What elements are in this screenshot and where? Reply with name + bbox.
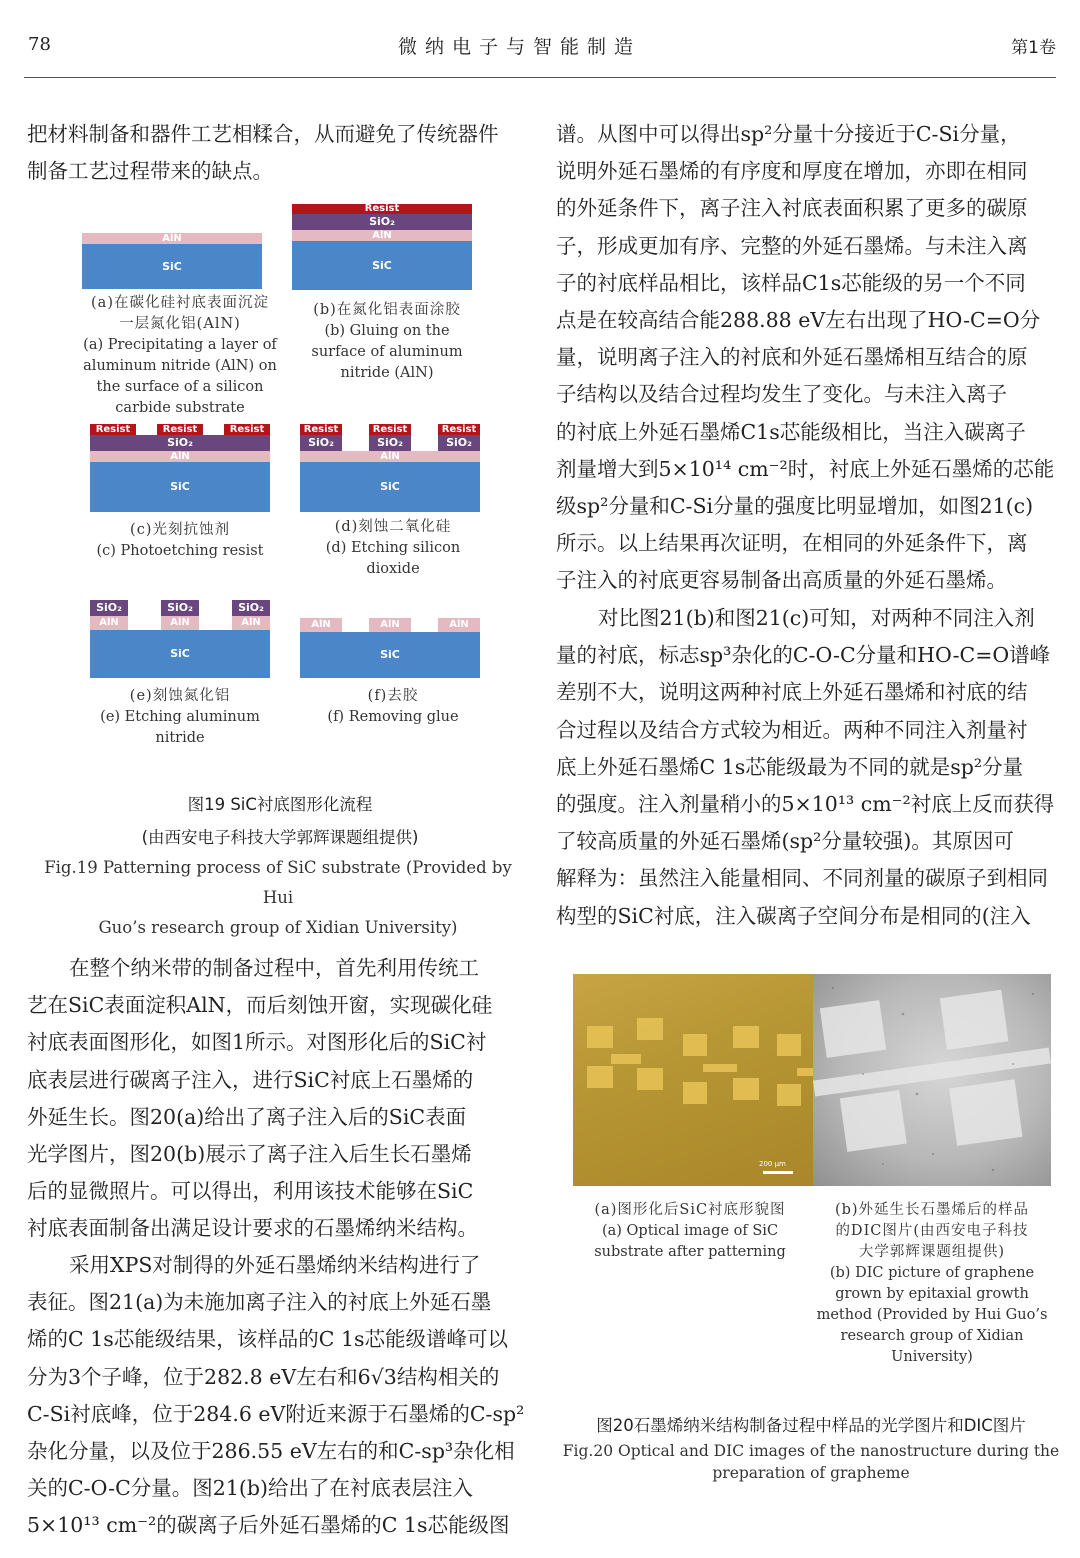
text-line: 5×10¹³ cm⁻²的碳离子后外延石墨烯的C 1s芯能级图 bbox=[27, 1513, 510, 1538]
text-line: 子，形成更加有序、完整的外延石墨烯。与未注入离 bbox=[556, 233, 1028, 258]
caption-line: (f) Removing glue bbox=[327, 709, 459, 725]
text-line: 差别不大，说明这两种衬底上外延石墨烯和衬底的结 bbox=[556, 680, 1028, 705]
left-paragraph-2 bbox=[27, 1247, 537, 1545]
aln-layer: AlN bbox=[292, 230, 472, 241]
caption-line: (d)刻蚀二氧化硅 bbox=[334, 519, 452, 535]
text-line: 分为3个子峰，位于282.8 eV左右和6√3结构相关的 bbox=[27, 1364, 500, 1389]
text-line: 外延生长。图20(a)给出了离子注入后的SiC表面 bbox=[27, 1104, 467, 1129]
text-line: 子的衬底样品相比，该样品C1s芯能级的另一个不同 bbox=[556, 270, 1026, 295]
aln-layer: AlN bbox=[300, 451, 480, 462]
resist-block: Resist bbox=[300, 424, 342, 435]
caption-line: the surface of a silicon bbox=[96, 379, 264, 395]
panel-d-diagram bbox=[300, 424, 480, 512]
caption-line: aluminum nitride (AlN) on bbox=[83, 358, 277, 374]
aln-block: AlN bbox=[90, 616, 128, 630]
caption-line: research group of Xidian bbox=[840, 1328, 1024, 1344]
text-line: 量，说明离子注入的衬底和外延石墨烯相互结合的原 bbox=[556, 345, 1028, 370]
caption-line: surface of aluminum bbox=[311, 344, 463, 360]
figure-19-caption-cn-source: (由西安电子科技大学郭辉课题组提供) bbox=[141, 828, 419, 847]
panel-c-diagram bbox=[90, 424, 270, 512]
text-line: 烯的C 1s芯能级结果，该样品的C 1s芯能级谱峰可以 bbox=[27, 1327, 509, 1352]
sio2-block: SiO₂ bbox=[232, 600, 270, 616]
text-line: 解释为：虽然注入能量相同、不同剂量的碳原子到相同 bbox=[556, 866, 1048, 891]
aln-block: AlN bbox=[369, 618, 411, 632]
caption-line: (b) DIC picture of graphene bbox=[829, 1265, 1035, 1281]
panel-e-diagram bbox=[90, 600, 270, 678]
page-number: 78 bbox=[28, 34, 51, 55]
text-line: 的外延条件下，离子注入衬底表面积累了更多的碳原 bbox=[556, 196, 1028, 221]
resist-block: Resist bbox=[90, 424, 136, 435]
text-line: 光学图片，图20(b)展示了离子注入后生长石墨烯 bbox=[27, 1142, 472, 1167]
caption-line: preparation of grapheme bbox=[712, 1464, 910, 1482]
text-line: 了较高质量的外延石墨烯(sp²分量较强)。其原因可 bbox=[556, 829, 1014, 854]
text-line: 关的C-O-C分量。图21(b)给出了在衬底表层注入 bbox=[27, 1476, 473, 1501]
caption-line: nitride (AlN) bbox=[340, 365, 434, 381]
resist-block: Resist bbox=[438, 424, 480, 435]
text-line: 合过程以及结合方式较为相近。两种不同注入剂量衬 bbox=[556, 717, 1028, 742]
caption-line: (a)图形化后SiC衬底形貌图 bbox=[594, 1202, 786, 1218]
figure-20-caption-cn: 图20石墨烯纳米结构制备过程中样品的光学图片和DIC图片 bbox=[596, 1416, 1026, 1435]
sio2-block: SiO₂ bbox=[90, 600, 128, 616]
caption-line: University) bbox=[891, 1349, 973, 1365]
text-line: 对比图21(b)和图21(c)可知，对两种不同注入剂 bbox=[598, 606, 1035, 630]
text-line: 底上外延石墨烯C 1s芯能级最为不同的就是sp²分量 bbox=[556, 754, 1024, 779]
text-line: 说明外延石墨烯的有序度和厚度在增加，亦即在相同 bbox=[556, 159, 1028, 184]
journal-title: 微纳电子与智能制造 bbox=[398, 36, 642, 58]
sio2-block: SiO₂ bbox=[300, 435, 342, 451]
panel-f-diagram bbox=[300, 618, 480, 678]
caption-line: dioxide bbox=[366, 561, 420, 577]
caption-line: nitride bbox=[155, 730, 205, 746]
resist-layer: Resist bbox=[292, 204, 472, 214]
caption-line: substrate after patterning bbox=[594, 1244, 786, 1260]
panel-d-caption bbox=[298, 517, 488, 580]
optical-image bbox=[573, 974, 813, 1186]
dic-image bbox=[813, 974, 1051, 1186]
right-paragraph-1 bbox=[556, 116, 1061, 600]
caption-line: (e) Etching aluminum bbox=[100, 709, 260, 725]
caption-line: Guo’s research group of Xidian University) bbox=[98, 918, 458, 937]
caption-line: (e)刻蚀氮化铝 bbox=[129, 688, 231, 704]
text-line: 底表层进行碳离子注入，进行SiC衬底上石墨烯的 bbox=[27, 1067, 474, 1092]
caption-line: (c) Photoetching resist bbox=[96, 543, 264, 559]
text-line: 衬底表面图形化，如图1所示。对图形化后的SiC衬 bbox=[27, 1030, 487, 1055]
figure-20-caption-en bbox=[556, 1440, 1066, 1484]
aln-block: AlN bbox=[438, 618, 480, 632]
caption-line: 一层氮化铝(AlN) bbox=[119, 316, 241, 332]
sio2-layer: SiO₂ bbox=[90, 435, 270, 451]
fig20-panel-a-caption bbox=[573, 1200, 807, 1263]
caption-line: (a) Precipitating a layer of bbox=[83, 337, 277, 353]
caption-line: 大学郭辉课题组提供) bbox=[858, 1244, 1006, 1260]
aln-block: AlN bbox=[300, 618, 342, 632]
sic-substrate: SiC bbox=[90, 630, 270, 678]
caption-line: (a)在碳化硅衬底表面沉淀 bbox=[91, 295, 269, 311]
aln-layer: AlN bbox=[82, 233, 262, 244]
caption-line: (b)外延生长石墨烯后的样品 bbox=[834, 1202, 1030, 1218]
figure-19-caption-cn: 图19 SiC衬底图形化流程 bbox=[187, 795, 373, 814]
resist-block: Resist bbox=[157, 424, 203, 435]
text-line: 级sp²分量和C-Si分量的强度比明显增加，如图21(c) bbox=[556, 494, 1034, 519]
text-line: 子注入的衬底更容易制备出高质量的外延石墨烯。 bbox=[556, 568, 1007, 593]
text-line: 剂量增大到5×10¹⁴ cm⁻²时，衬底上外延石墨烯的芯能 bbox=[556, 456, 1055, 481]
sic-substrate: SiC bbox=[82, 244, 262, 289]
text-line: 把材料制备和器件工艺相糅合，从而避免了传统器件 bbox=[27, 122, 499, 146]
dic-pattern-overlay bbox=[813, 974, 1051, 1186]
text-line: 采用XPS对制得的外延石墨烯纳米结构进行了 bbox=[69, 1253, 481, 1277]
text-line: 表征。图21(a)为未施加离子注入的衬底上外延石墨 bbox=[27, 1290, 492, 1315]
text-line: 在整个纳米带的制备过程中，首先利用传统工 bbox=[69, 956, 479, 980]
caption-line: (c)光刻抗蚀剂 bbox=[130, 522, 230, 538]
left-top-paragraph bbox=[27, 116, 537, 190]
caption-line: (a) Optical image of SiC bbox=[601, 1223, 779, 1239]
panel-f-caption bbox=[298, 686, 488, 728]
sio2-block: SiO₂ bbox=[438, 435, 480, 451]
resist-block: Resist bbox=[224, 424, 270, 435]
sic-substrate: SiC bbox=[300, 462, 480, 512]
text-line: 后的显微照片。可以得出，利用该技术能够在SiC bbox=[27, 1179, 474, 1204]
text-line: 衬底表面制备出满足设计要求的石墨烯纳米结构。 bbox=[27, 1216, 478, 1241]
text-line: 子结构以及结合过程均发生了变化。与未注入离子 bbox=[556, 382, 1007, 407]
caption-line: 的DIC图片(由西安电子科技 bbox=[835, 1223, 1029, 1239]
sio2-layer: SiO₂ bbox=[292, 214, 472, 230]
text-line: 的衬底上外延石墨烯C1s芯能级相比，当注入碳离子 bbox=[556, 419, 1026, 444]
panel-e-caption bbox=[82, 686, 278, 749]
aln-block: AlN bbox=[161, 616, 199, 630]
panel-a-caption bbox=[72, 293, 288, 419]
pattern-overlay bbox=[573, 974, 813, 1186]
panel-a-diagram bbox=[82, 233, 262, 289]
sic-substrate: SiC bbox=[90, 462, 270, 512]
sio2-block: SiO₂ bbox=[369, 435, 411, 451]
caption-line: method (Provided by Hui Guo’s bbox=[816, 1307, 1048, 1323]
text-line: 点是在较高结合能288.88 eV左右出现了HO-C=O分 bbox=[556, 308, 1041, 333]
caption-line: Fig.19 Patterning process of SiC substrate (Provided by Hui bbox=[44, 858, 512, 907]
panel-b-diagram bbox=[292, 204, 472, 290]
fig20-panel-b-caption bbox=[810, 1200, 1054, 1368]
caption-line: grown by epitaxial growth bbox=[835, 1286, 1029, 1302]
text-line: 谱。从图中可以得出sp²分量十分接近于C-Si分量， bbox=[556, 122, 1021, 146]
text-line: 构型的SiC衬底，注入碳离子空间分布是相同的(注入 bbox=[556, 903, 1031, 928]
figure-19-caption-en bbox=[28, 853, 528, 943]
panel-b-caption bbox=[292, 300, 482, 384]
volume-label: 第1卷 bbox=[1011, 38, 1056, 58]
sic-substrate: SiC bbox=[292, 241, 472, 290]
aln-layer: AlN bbox=[90, 451, 270, 462]
caption-line: (b) Gluing on the bbox=[324, 323, 450, 339]
caption-line: (f)去胶 bbox=[367, 688, 419, 704]
left-paragraph-1 bbox=[27, 950, 537, 1248]
caption-line: Fig.20 Optical and DIC images of the nanostructure during the bbox=[562, 1442, 1060, 1460]
sio2-block: SiO₂ bbox=[161, 600, 199, 616]
aln-block: AlN bbox=[232, 616, 270, 630]
sic-substrate: SiC bbox=[300, 632, 480, 678]
panel-c-caption bbox=[82, 520, 278, 562]
right-paragraph-2 bbox=[556, 600, 1061, 935]
caption-line: (b)在氮化铝表面涂胶 bbox=[313, 302, 461, 318]
text-line: 的强度。注入剂量稍小的5×10¹³ cm⁻²衬底上反而获得 bbox=[556, 792, 1055, 817]
resist-block: Resist bbox=[369, 424, 411, 435]
scale-bar-label: 200 μm bbox=[759, 1160, 786, 1168]
caption-line: (d) Etching silicon bbox=[325, 540, 461, 556]
text-line: 制备工艺过程带来的缺点。 bbox=[27, 159, 273, 184]
text-line: 艺在SiC表面淀积AlN，而后刻蚀开窗，实现碳化硅 bbox=[27, 993, 493, 1018]
text-line: 杂化分量，以及位于286.55 eV左右的和C-sp³杂化相 bbox=[27, 1439, 515, 1464]
text-line: 所示。以上结果再次证明，在相同的外延条件下，离 bbox=[556, 531, 1028, 556]
caption-line: carbide substrate bbox=[115, 400, 245, 416]
text-line: 量的衬底，标志sp³杂化的C-O-C分量和HO-C=O谱峰 bbox=[556, 643, 1051, 668]
header-rule bbox=[24, 77, 1056, 78]
text-line: C-Si衬底峰，位于284.6 eV附近来源于石墨烯的C-sp² bbox=[27, 1401, 525, 1426]
